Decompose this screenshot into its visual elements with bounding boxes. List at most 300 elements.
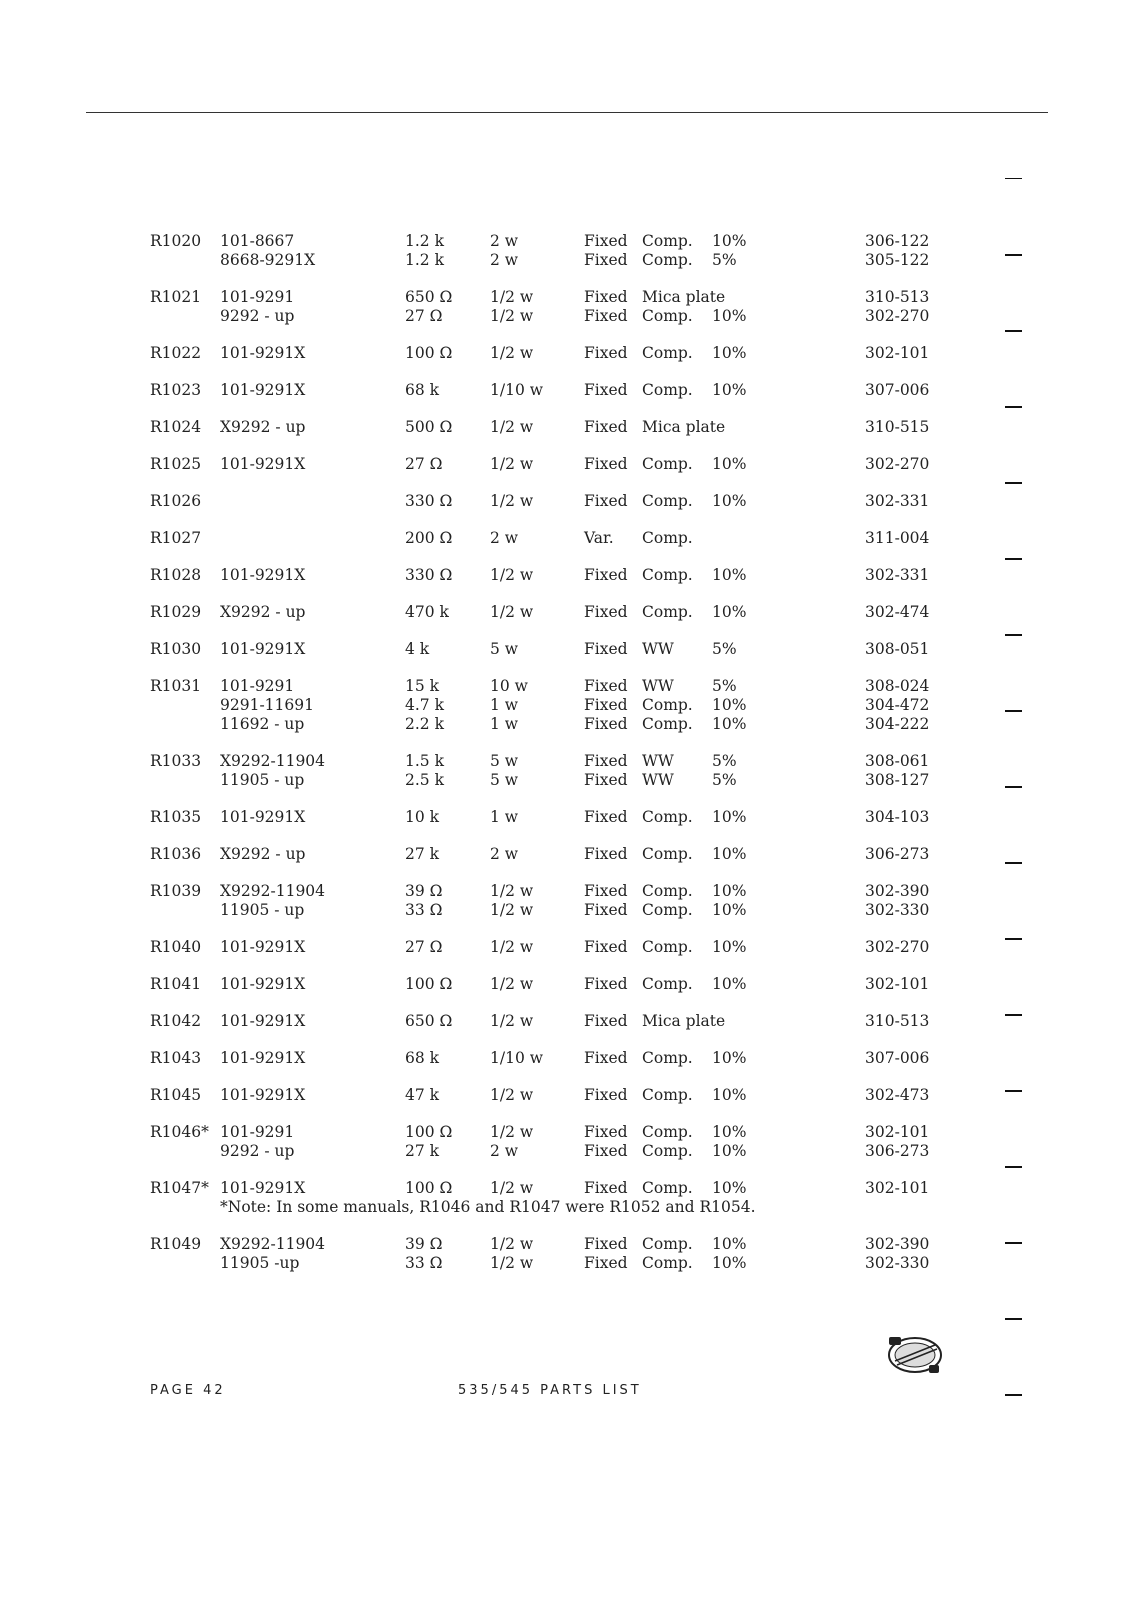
part-line bbox=[0, 251, 1131, 270]
serial: X9292 - up bbox=[220, 845, 306, 863]
part-line bbox=[0, 677, 1131, 696]
type: Fixed bbox=[584, 1086, 628, 1104]
type: Fixed bbox=[584, 344, 628, 362]
type: Fixed bbox=[584, 975, 628, 993]
tolerance: 10% bbox=[712, 455, 747, 473]
parts-list bbox=[0, 232, 1131, 1291]
part-number: 308-051 bbox=[865, 640, 930, 658]
ref-designator: R1023 bbox=[150, 381, 202, 399]
type: Fixed bbox=[584, 677, 628, 695]
material: Mica plate bbox=[642, 288, 726, 306]
serial: 101-8667 bbox=[220, 232, 295, 250]
material: Comp. bbox=[642, 845, 693, 863]
type: Fixed bbox=[584, 715, 628, 733]
part-number: 306-273 bbox=[865, 845, 930, 863]
part-number: 302-390 bbox=[865, 882, 930, 900]
ref-designator: R1026 bbox=[150, 492, 202, 510]
part-row-r1030 bbox=[0, 640, 1131, 659]
serial: 101-9291X bbox=[220, 640, 306, 658]
part-row-r1047 bbox=[0, 1179, 1131, 1217]
wattage: 1/2 w bbox=[490, 882, 534, 900]
material: Comp. bbox=[642, 344, 693, 362]
material: WW bbox=[642, 771, 674, 789]
margin-mark bbox=[1005, 330, 1022, 332]
part-line bbox=[0, 288, 1131, 307]
wattage: 1/2 w bbox=[490, 603, 534, 621]
material: Comp. bbox=[642, 975, 693, 993]
margin-mark bbox=[1005, 1014, 1022, 1016]
part-row-r1020 bbox=[0, 232, 1131, 270]
type: Fixed bbox=[584, 752, 628, 770]
ref-designator: R1025 bbox=[150, 455, 202, 473]
part-number: 302-330 bbox=[865, 1254, 930, 1272]
value: 33 Ω bbox=[405, 1254, 443, 1272]
tolerance: 10% bbox=[712, 715, 747, 733]
part-row-r1029 bbox=[0, 603, 1131, 622]
material: Mica plate bbox=[642, 1012, 726, 1030]
type: Fixed bbox=[584, 696, 628, 714]
part-line bbox=[0, 1235, 1131, 1254]
material: Comp. bbox=[642, 381, 693, 399]
margin-mark bbox=[1005, 1166, 1022, 1168]
value: 27 k bbox=[405, 1142, 440, 1160]
value: 39 Ω bbox=[405, 882, 443, 900]
part-row-r1045 bbox=[0, 1086, 1131, 1105]
margin-mark bbox=[1005, 862, 1022, 864]
value: 100 Ω bbox=[405, 1123, 453, 1141]
material: Comp. bbox=[642, 696, 693, 714]
value: 2.2 k bbox=[405, 715, 444, 733]
value: 47 k bbox=[405, 1086, 440, 1104]
serial: 101-9291X bbox=[220, 566, 306, 584]
part-line bbox=[0, 529, 1131, 548]
part-number: 302-101 bbox=[865, 344, 930, 362]
material: Comp. bbox=[642, 232, 693, 250]
value: 500 Ω bbox=[405, 418, 453, 436]
serial: 101-9291X bbox=[220, 455, 306, 473]
wattage: 1/2 w bbox=[490, 344, 534, 362]
part-number: 308-024 bbox=[865, 677, 930, 695]
part-row-r1025 bbox=[0, 455, 1131, 474]
ref-designator: R1042 bbox=[150, 1012, 202, 1030]
part-number: 302-331 bbox=[865, 566, 930, 584]
value: 27 Ω bbox=[405, 455, 443, 473]
material: Mica plate bbox=[642, 418, 726, 436]
material: Comp. bbox=[642, 1235, 693, 1253]
ref-designator: R1028 bbox=[150, 566, 202, 584]
part-row-r1035 bbox=[0, 808, 1131, 827]
tolerance: 10% bbox=[712, 1049, 747, 1067]
footnote: *Note: In some manuals, R1046 and R1047 were R1052 and R1054. bbox=[220, 1198, 756, 1216]
margin-mark bbox=[1005, 1090, 1022, 1092]
tolerance: 10% bbox=[712, 307, 747, 325]
tolerance: 10% bbox=[712, 566, 747, 584]
wattage: 2 w bbox=[490, 1142, 519, 1160]
ref-designator: R1020 bbox=[150, 232, 202, 250]
wattage: 1 w bbox=[490, 808, 519, 826]
tolerance: 10% bbox=[712, 344, 747, 362]
part-number: 307-006 bbox=[865, 381, 930, 399]
part-number: 304-103 bbox=[865, 808, 930, 826]
tolerance: 10% bbox=[712, 1179, 747, 1197]
margin-marks bbox=[1005, 0, 1025, 1600]
part-line bbox=[0, 1049, 1131, 1068]
tolerance: 10% bbox=[712, 696, 747, 714]
value: 27 Ω bbox=[405, 938, 443, 956]
part-number: 302-331 bbox=[865, 492, 930, 510]
part-line bbox=[0, 882, 1131, 901]
serial: 11905 - up bbox=[220, 901, 305, 919]
value: 39 Ω bbox=[405, 1235, 443, 1253]
wattage: 1/2 w bbox=[490, 492, 534, 510]
type: Fixed bbox=[584, 232, 628, 250]
serial: 101-9291X bbox=[220, 808, 306, 826]
part-row-r1043 bbox=[0, 1049, 1131, 1068]
value: 330 Ω bbox=[405, 566, 453, 584]
tolerance: 10% bbox=[712, 938, 747, 956]
part-line bbox=[0, 603, 1131, 622]
part-number: 305-122 bbox=[865, 251, 930, 269]
value: 15 k bbox=[405, 677, 440, 695]
margin-mark bbox=[1005, 1318, 1022, 1320]
type: Fixed bbox=[584, 1012, 628, 1030]
material: Comp. bbox=[642, 455, 693, 473]
ref-designator: R1021 bbox=[150, 288, 202, 306]
wattage: 1/2 w bbox=[490, 307, 534, 325]
ref-designator: R1035 bbox=[150, 808, 202, 826]
part-line bbox=[0, 1123, 1131, 1142]
part-line bbox=[0, 752, 1131, 771]
part-line bbox=[0, 808, 1131, 827]
tolerance: 10% bbox=[712, 381, 747, 399]
value: 2.5 k bbox=[405, 771, 444, 789]
wattage: 1/2 w bbox=[490, 975, 534, 993]
wattage: 1/2 w bbox=[490, 288, 534, 306]
value: 27 Ω bbox=[405, 307, 443, 325]
part-number: 304-222 bbox=[865, 715, 930, 733]
serial: 101-9291X bbox=[220, 381, 306, 399]
value: 650 Ω bbox=[405, 288, 453, 306]
value: 470 k bbox=[405, 603, 449, 621]
part-row-r1041 bbox=[0, 975, 1131, 994]
value: 1.2 k bbox=[405, 251, 444, 269]
margin-mark bbox=[1005, 178, 1022, 179]
part-line bbox=[0, 1012, 1131, 1031]
part-line bbox=[0, 1254, 1131, 1273]
value: 33 Ω bbox=[405, 901, 443, 919]
value: 1.2 k bbox=[405, 232, 444, 250]
part-line bbox=[0, 307, 1131, 326]
material: Comp. bbox=[642, 1254, 693, 1272]
material: WW bbox=[642, 677, 674, 695]
part-line bbox=[0, 344, 1131, 363]
type: Fixed bbox=[584, 492, 628, 510]
margin-mark bbox=[1005, 254, 1022, 256]
material: WW bbox=[642, 640, 674, 658]
tolerance: 10% bbox=[712, 1086, 747, 1104]
material: Comp. bbox=[642, 566, 693, 584]
wattage: 1/2 w bbox=[490, 566, 534, 584]
part-line bbox=[0, 1086, 1131, 1105]
serial: X9292-11904 bbox=[220, 882, 326, 900]
part-number: 302-330 bbox=[865, 901, 930, 919]
type: Fixed bbox=[584, 1179, 628, 1197]
wattage: 10 w bbox=[490, 677, 528, 695]
part-row-r1022 bbox=[0, 344, 1131, 363]
part-number: 310-513 bbox=[865, 1012, 930, 1030]
ref-designator: R1045 bbox=[150, 1086, 202, 1104]
part-row-r1040 bbox=[0, 938, 1131, 957]
wattage: 1/2 w bbox=[490, 1179, 534, 1197]
tolerance: 10% bbox=[712, 603, 747, 621]
serial: 11905 -up bbox=[220, 1254, 300, 1272]
type: Fixed bbox=[584, 771, 628, 789]
part-number: 302-474 bbox=[865, 603, 930, 621]
value: 100 Ω bbox=[405, 1179, 453, 1197]
serial: 8668-9291X bbox=[220, 251, 316, 269]
part-line bbox=[0, 232, 1131, 251]
ref-designator: R1040 bbox=[150, 938, 202, 956]
margin-mark bbox=[1005, 558, 1022, 560]
serial: 101-9291X bbox=[220, 1012, 306, 1030]
type: Fixed bbox=[584, 603, 628, 621]
ref-designator: R1030 bbox=[150, 640, 202, 658]
part-number: 310-515 bbox=[865, 418, 930, 436]
wattage: 2 w bbox=[490, 251, 519, 269]
tolerance: 10% bbox=[712, 232, 747, 250]
margin-mark bbox=[1005, 1394, 1022, 1396]
part-line bbox=[0, 715, 1131, 734]
serial: X9292-11904 bbox=[220, 1235, 326, 1253]
serial: 101-9291X bbox=[220, 938, 306, 956]
serial: 11905 - up bbox=[220, 771, 305, 789]
wattage: 5 w bbox=[490, 771, 519, 789]
part-line bbox=[0, 938, 1131, 957]
tolerance: 10% bbox=[712, 492, 747, 510]
part-row-r1046 bbox=[0, 1123, 1131, 1161]
wattage: 1/2 w bbox=[490, 1012, 534, 1030]
type: Fixed bbox=[584, 381, 628, 399]
value: 4.7 k bbox=[405, 696, 444, 714]
material: Comp. bbox=[642, 882, 693, 900]
type: Fixed bbox=[584, 1142, 628, 1160]
type: Fixed bbox=[584, 938, 628, 956]
ref-designator: R1049 bbox=[150, 1235, 202, 1253]
material: Comp. bbox=[642, 492, 693, 510]
part-row-r1042 bbox=[0, 1012, 1131, 1031]
material: Comp. bbox=[642, 715, 693, 733]
serial: 101-9291X bbox=[220, 1049, 306, 1067]
tolerance: 10% bbox=[712, 1254, 747, 1272]
part-row-r1036 bbox=[0, 845, 1131, 864]
type: Fixed bbox=[584, 1254, 628, 1272]
serial: X9292 - up bbox=[220, 418, 306, 436]
material: Comp. bbox=[642, 808, 693, 826]
part-line bbox=[0, 901, 1131, 920]
part-line bbox=[0, 771, 1131, 790]
type: Fixed bbox=[584, 901, 628, 919]
header-rule bbox=[86, 112, 1048, 113]
wattage: 1/10 w bbox=[490, 1049, 544, 1067]
type: Fixed bbox=[584, 307, 628, 325]
serial: X9292 - up bbox=[220, 603, 306, 621]
part-line bbox=[0, 381, 1131, 400]
part-number: 306-273 bbox=[865, 1142, 930, 1160]
tolerance: 5% bbox=[712, 752, 737, 770]
serial: 101-9291X bbox=[220, 1179, 306, 1197]
ref-designator: R1047* bbox=[150, 1179, 209, 1197]
ref-designator: R1043 bbox=[150, 1049, 202, 1067]
tolerance: 10% bbox=[712, 882, 747, 900]
part-row-r1021 bbox=[0, 288, 1131, 326]
part-row-r1024 bbox=[0, 418, 1131, 437]
margin-mark bbox=[1005, 482, 1022, 484]
wattage: 2 w bbox=[490, 232, 519, 250]
part-number: 308-061 bbox=[865, 752, 930, 770]
wattage: 5 w bbox=[490, 640, 519, 658]
ref-designator: R1024 bbox=[150, 418, 202, 436]
part-line bbox=[0, 566, 1131, 585]
part-number: 302-101 bbox=[865, 1123, 930, 1141]
part-row-r1026 bbox=[0, 492, 1131, 511]
part-number: 302-270 bbox=[865, 307, 930, 325]
material: Comp. bbox=[642, 1086, 693, 1104]
page-number: PAGE 42 bbox=[150, 1383, 226, 1398]
tolerance: 10% bbox=[712, 1235, 747, 1253]
part-line bbox=[0, 492, 1131, 511]
serial: X9292-11904 bbox=[220, 752, 326, 770]
part-number: 307-006 bbox=[865, 1049, 930, 1067]
part-number: 302-473 bbox=[865, 1086, 930, 1104]
material: Comp. bbox=[642, 251, 693, 269]
type: Fixed bbox=[584, 882, 628, 900]
serial: 9291-11691 bbox=[220, 696, 314, 714]
part-number: 310-513 bbox=[865, 288, 930, 306]
document-title: 535/545 PARTS LIST bbox=[458, 1383, 642, 1398]
material: Comp. bbox=[642, 529, 693, 547]
part-row-r1031 bbox=[0, 677, 1131, 734]
part-line bbox=[0, 975, 1131, 994]
type: Fixed bbox=[584, 455, 628, 473]
type: Fixed bbox=[584, 845, 628, 863]
type: Fixed bbox=[584, 566, 628, 584]
value: 27 k bbox=[405, 845, 440, 863]
part-number: 311-004 bbox=[865, 529, 930, 547]
ref-designator: R1029 bbox=[150, 603, 202, 621]
value: 100 Ω bbox=[405, 975, 453, 993]
part-number: 302-270 bbox=[865, 455, 930, 473]
ref-designator: R1036 bbox=[150, 845, 202, 863]
ref-designator: R1033 bbox=[150, 752, 202, 770]
margin-mark bbox=[1005, 406, 1022, 408]
ref-designator: R1046* bbox=[150, 1123, 209, 1141]
part-number: 302-101 bbox=[865, 975, 930, 993]
part-row-r1023 bbox=[0, 381, 1131, 400]
tolerance: 10% bbox=[712, 1123, 747, 1141]
part-line bbox=[0, 418, 1131, 437]
wattage: 1/2 w bbox=[490, 901, 534, 919]
material: Comp. bbox=[642, 1142, 693, 1160]
type: Fixed bbox=[584, 1235, 628, 1253]
value: 330 Ω bbox=[405, 492, 453, 510]
value: 68 k bbox=[405, 381, 440, 399]
value: 200 Ω bbox=[405, 529, 453, 547]
tolerance: 10% bbox=[712, 901, 747, 919]
serial: 9292 - up bbox=[220, 1142, 295, 1160]
type: Fixed bbox=[584, 251, 628, 269]
wattage: 2 w bbox=[490, 529, 519, 547]
material: Comp. bbox=[642, 307, 693, 325]
type: Fixed bbox=[584, 808, 628, 826]
serial: 101-9291 bbox=[220, 677, 295, 695]
margin-mark bbox=[1005, 786, 1022, 788]
part-line bbox=[0, 1179, 1131, 1198]
margin-mark bbox=[1005, 1242, 1022, 1244]
wattage: 1/10 w bbox=[490, 381, 544, 399]
ref-designator: R1027 bbox=[150, 529, 202, 547]
ref-designator: R1041 bbox=[150, 975, 202, 993]
material: Comp. bbox=[642, 1179, 693, 1197]
part-row-r1049 bbox=[0, 1235, 1131, 1273]
part-row-r1028 bbox=[0, 566, 1131, 585]
margin-mark bbox=[1005, 938, 1022, 940]
wattage: 1/2 w bbox=[490, 455, 534, 473]
wattage: 1/2 w bbox=[490, 1123, 534, 1141]
wattage: 1/2 w bbox=[490, 938, 534, 956]
tektronix-logo bbox=[885, 1331, 945, 1377]
part-number: 308-127 bbox=[865, 771, 930, 789]
part-row-r1033 bbox=[0, 752, 1131, 790]
part-number: 302-390 bbox=[865, 1235, 930, 1253]
serial: 101-9291 bbox=[220, 1123, 295, 1141]
wattage: 2 w bbox=[490, 845, 519, 863]
value: 10 k bbox=[405, 808, 440, 826]
material: WW bbox=[642, 752, 674, 770]
serial: 101-9291X bbox=[220, 975, 306, 993]
material: Comp. bbox=[642, 938, 693, 956]
tolerance: 10% bbox=[712, 808, 747, 826]
tolerance: 5% bbox=[712, 677, 737, 695]
part-number: 302-101 bbox=[865, 1179, 930, 1197]
type: Fixed bbox=[584, 1123, 628, 1141]
material: Comp. bbox=[642, 1049, 693, 1067]
wattage: 5 w bbox=[490, 752, 519, 770]
serial: 101-9291X bbox=[220, 1086, 306, 1104]
tolerance: 10% bbox=[712, 975, 747, 993]
value: 1.5 k bbox=[405, 752, 444, 770]
serial: 9292 - up bbox=[220, 307, 295, 325]
wattage: 1/2 w bbox=[490, 1086, 534, 1104]
tolerance: 5% bbox=[712, 771, 737, 789]
serial: 101-9291X bbox=[220, 344, 306, 362]
ref-designator: R1022 bbox=[150, 344, 202, 362]
serial: 101-9291 bbox=[220, 288, 295, 306]
material: Comp. bbox=[642, 1123, 693, 1141]
wattage: 1/2 w bbox=[490, 1235, 534, 1253]
part-number: 304-472 bbox=[865, 696, 930, 714]
part-row-r1027 bbox=[0, 529, 1131, 548]
wattage: 1/2 w bbox=[490, 1254, 534, 1272]
tolerance: 10% bbox=[712, 1142, 747, 1160]
ref-designator: R1031 bbox=[150, 677, 202, 695]
part-line bbox=[0, 1142, 1131, 1161]
value: 4 k bbox=[405, 640, 430, 658]
part-line bbox=[0, 845, 1131, 864]
tolerance: 5% bbox=[712, 640, 737, 658]
part-number: 306-122 bbox=[865, 232, 930, 250]
type: Fixed bbox=[584, 288, 628, 306]
serial: 11692 - up bbox=[220, 715, 305, 733]
